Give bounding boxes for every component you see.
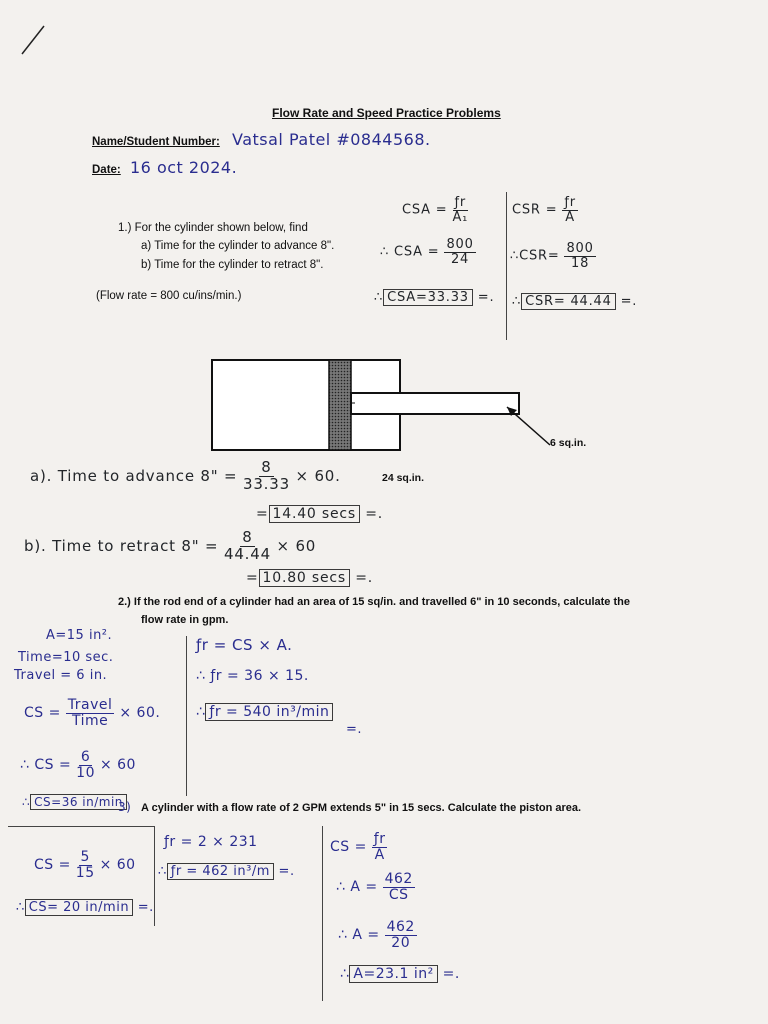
problem3-question: A cylinder with a flow rate of 2 GPM extends 5" in 15 secs. Calculate the piston area.: [141, 802, 582, 814]
equals-mark: =.: [346, 722, 363, 737]
p3-cs-result: ∴ CS= 20 in/min =.: [16, 900, 154, 915]
problem1-part-a: a) Time for the cylinder to advance 8".: [141, 240, 335, 252]
problem1-flow-rate: (Flow rate = 800 cu/ins/min.): [96, 290, 242, 302]
p3-area-calc1: ∴ A = $\frac{462}{CS}$: [336, 871, 413, 903]
problem1-question: 1.) For the cylinder shown below, find: [118, 222, 308, 234]
given-area: A=15 in².: [46, 628, 113, 643]
problem3-number: 3): [118, 800, 132, 814]
p3-area-result: ∴ A=23.1 in² =.: [340, 966, 460, 982]
p3-cs-formula: CS = $\frac{ƒr}{A}$: [330, 831, 386, 863]
cs-result: ∴ CS=36 in/min: [22, 795, 127, 809]
divider-line: [506, 192, 507, 340]
csr-formula: CSR = $\frac{ƒr}{A}$: [512, 195, 576, 225]
rod-area-label: 6 sq.in.: [550, 437, 587, 449]
check-mark-icon: [18, 22, 48, 58]
part-b-result: = 10.80 secs =.: [246, 570, 373, 586]
name-value: Vatsal Patel #0844568.: [232, 130, 431, 149]
p3-cs-calc: CS = $\frac{5}{15}$ × 60: [34, 849, 136, 881]
page-title: Flow Rate and Speed Practice Problems: [272, 106, 501, 120]
cs-calc: ∴ CS = $\frac{6}{10}$ × 60: [20, 749, 136, 781]
csa-result: ∴ CSA=33.33 =.: [374, 290, 495, 305]
piston-area-label: 24 sq.in.: [382, 472, 425, 484]
name-label: Name/Student Number:: [92, 136, 220, 148]
given-travel: Travel = 6 in.: [14, 668, 108, 683]
date-value: 16 oct 2024.: [130, 158, 238, 177]
problem2-question-line1: 2.) If the rod end of a cylinder had an area of 15 sq/in. and travelled 6" in 10 seconds, calculate the: [118, 596, 630, 608]
p3-fr-result: ∴ ƒr = 462 in³/m =.: [158, 864, 295, 879]
problem1-part-b: b) Time for the cylinder to retract 8".: [141, 259, 324, 271]
cs-formula: CS = $\frac{\text{Travel}}{\text{Time}}$ × 60.: [24, 697, 161, 729]
csa-calc: ∴ CSA = $\frac{800}{24}$: [380, 237, 474, 267]
piston-rod: [351, 393, 519, 414]
problem2-question-line2: flow rate in gpm.: [141, 614, 229, 626]
fr-calc: ∴ ƒr = 36 × 15.: [196, 668, 309, 684]
part-a-calc: a). Time to advance 8" = $\frac{8}{33.33}$ × 60.: [30, 458, 341, 493]
fr-result: ∴ ƒr = 540 in³/min: [196, 704, 333, 720]
part-b-calc: b). Time to retract 8" = $\frac{8}{44.44}$ × 60: [24, 528, 317, 563]
p3-fr-calc: ƒr = 2 × 231: [164, 834, 258, 850]
part-a-result: = 14.40 secs =.: [256, 506, 383, 522]
divider-line: [186, 636, 187, 796]
csa-formula: CSA = $\frac{ƒr}{\text{A₁}}$: [402, 195, 469, 225]
fr-formula: ƒr = CS × A.: [196, 636, 293, 654]
p3-area-calc2: ∴ A = $\frac{462}{20}$: [338, 919, 415, 951]
piston: [329, 360, 351, 450]
date-label: Date:: [92, 164, 121, 176]
csr-calc: ∴CSR= $\frac{800}{18}$: [510, 241, 594, 271]
given-time: Time=10 sec.: [18, 650, 114, 665]
csr-result: ∴ CSR= 44.44 =.: [512, 294, 638, 309]
